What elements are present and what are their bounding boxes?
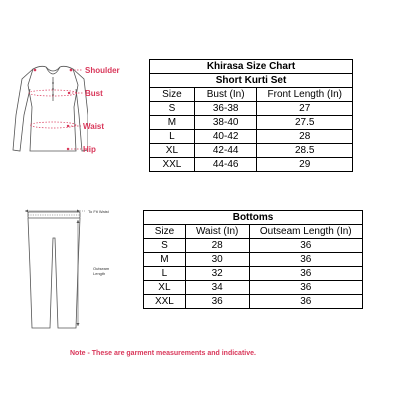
table-header-row bbox=[144, 225, 363, 239]
measurement-note: Note - These are garment measurements and indicative. bbox=[70, 350, 256, 357]
size-cell: XXL bbox=[150, 158, 195, 172]
waist-cell: 34 bbox=[185, 281, 249, 295]
outseam-cell: 36 bbox=[249, 267, 362, 281]
waist-cell: 28 bbox=[185, 239, 249, 253]
size-cell: XXL bbox=[144, 295, 186, 309]
bust-cell: 38-40 bbox=[194, 116, 257, 130]
waist-cell: 30 bbox=[185, 253, 249, 267]
table-row bbox=[144, 253, 363, 267]
waist-cell: 36 bbox=[185, 295, 249, 309]
bottoms-title: Bottoms bbox=[144, 211, 363, 225]
header-outseam: Outseam Length (In) bbox=[249, 225, 362, 239]
front-length-cell: 28 bbox=[257, 130, 353, 144]
size-cell: L bbox=[150, 130, 195, 144]
front-length-cell: 27.5 bbox=[257, 116, 353, 130]
table-row bbox=[144, 267, 363, 281]
table-row bbox=[144, 239, 363, 253]
waist-label: Waist bbox=[83, 122, 105, 131]
table-row bbox=[144, 295, 363, 309]
size-cell: XL bbox=[150, 144, 195, 158]
header-size: Size bbox=[144, 225, 186, 239]
header-front-length: Front Length (In) bbox=[257, 88, 353, 102]
table-row bbox=[144, 281, 363, 295]
shoulder-label: Shoulder bbox=[85, 66, 120, 75]
size-cell: S bbox=[144, 239, 186, 253]
waist-cell: 32 bbox=[185, 267, 249, 281]
size-cell: XL bbox=[144, 281, 186, 295]
front-length-cell: 27 bbox=[257, 102, 353, 116]
bust-cell: 42-44 bbox=[194, 144, 257, 158]
size-cell: M bbox=[150, 116, 195, 130]
size-chart-subtitle: Short Kurti Set bbox=[150, 74, 353, 88]
hip-label: Hip bbox=[83, 145, 96, 154]
outseam-cell: 36 bbox=[249, 281, 362, 295]
outseam-cell: 36 bbox=[249, 239, 362, 253]
bust-cell: 44-46 bbox=[194, 158, 257, 172]
header-waist: Waist (In) bbox=[185, 225, 249, 239]
outseam-length-label: Outseam Length bbox=[93, 266, 110, 276]
to-fit-waist-label: To Fit Waist bbox=[88, 209, 109, 214]
front-length-cell: 29 bbox=[257, 158, 353, 172]
outseam-cell: 36 bbox=[249, 253, 362, 267]
size-cell: L bbox=[144, 267, 186, 281]
header-size: Size bbox=[150, 88, 195, 102]
bottoms-size-table bbox=[143, 210, 363, 309]
size-cell: S bbox=[150, 102, 195, 116]
bust-cell: 36-38 bbox=[194, 102, 257, 116]
size-cell: M bbox=[144, 253, 186, 267]
outseam-cell: 36 bbox=[249, 295, 362, 309]
front-length-cell: 28.5 bbox=[257, 144, 353, 158]
size-chart-title: Khirasa Size Chart bbox=[150, 60, 353, 74]
bust-cell: 40-42 bbox=[194, 130, 257, 144]
bust-label: Bust bbox=[85, 89, 103, 98]
header-bust: Bust (In) bbox=[194, 88, 257, 102]
